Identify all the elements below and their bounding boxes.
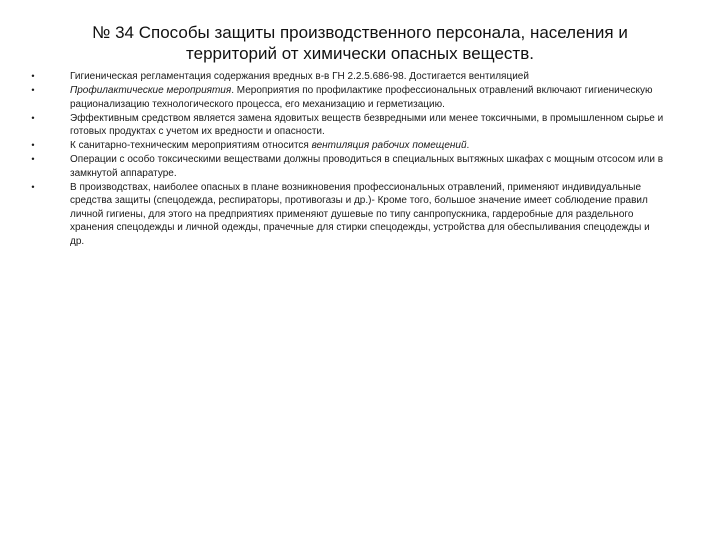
slide-title: № 34 Способы защиты производственного персонала, населения и территорий от химически опасных веществ. <box>92 23 628 63</box>
list-item <box>28 112 664 139</box>
list-item <box>28 70 664 84</box>
list-item <box>28 139 664 153</box>
item-text: Гигиеническая регламентация содержания вредных в-в ГН 2.2.5.686-98. Достигается вентиляцией <box>70 71 529 82</box>
bullet-list <box>28 70 664 249</box>
item-rest: . Мероприятия по профилактике профессиональных отравлений включают гигиеническую рационализацию технологического процесса, его механизацию и герметизацию. <box>70 85 653 110</box>
bullet-icon: • <box>31 85 35 96</box>
bullet-icon: • <box>31 181 35 192</box>
item-emphasis: вентиляция рабочих помещений <box>311 140 467 152</box>
bullet-icon: • <box>31 140 35 151</box>
item-text: Эффективным средством является замена ядовитых веществ безвредными или менее токсичными, в промышленном сырье и готовых продуктах с учетом их вредности и опасности. <box>70 112 664 138</box>
item-emphasis: Профилактические мероприятия <box>70 85 232 97</box>
list-item <box>28 181 664 249</box>
bullet-icon: • <box>31 71 35 81</box>
item-text: В производствах, наиболее опасных в плане возникновения профессиональных отравлений, применяют индивидуальные средства защиты (спецодежда, респираторы, противогазы и др.)- Кроме того, большое значение имеет соблюдение правил личной гигиены, для этого на предприятиях применяют душевые по типу санпропускника, гардеробные для раздельного хранения спецодежды и личной одежды, прачечные для стирки спецодежды, устройства для обеспыливания спецодежды и др. <box>70 181 650 247</box>
bullet-icon: • <box>31 112 35 123</box>
list-item <box>28 153 664 180</box>
list-item <box>28 84 664 111</box>
item-text: Операции с особо токсическими веществами должны проводиться в специальных вытяжных шкафах с мощным отсосом или в замкнутой аппаратуре. <box>70 154 664 179</box>
bullet-icon: • <box>31 154 35 165</box>
item-rest: . <box>466 140 470 152</box>
item-lead: К санитарно-техническим мероприятиям относится <box>70 140 312 152</box>
